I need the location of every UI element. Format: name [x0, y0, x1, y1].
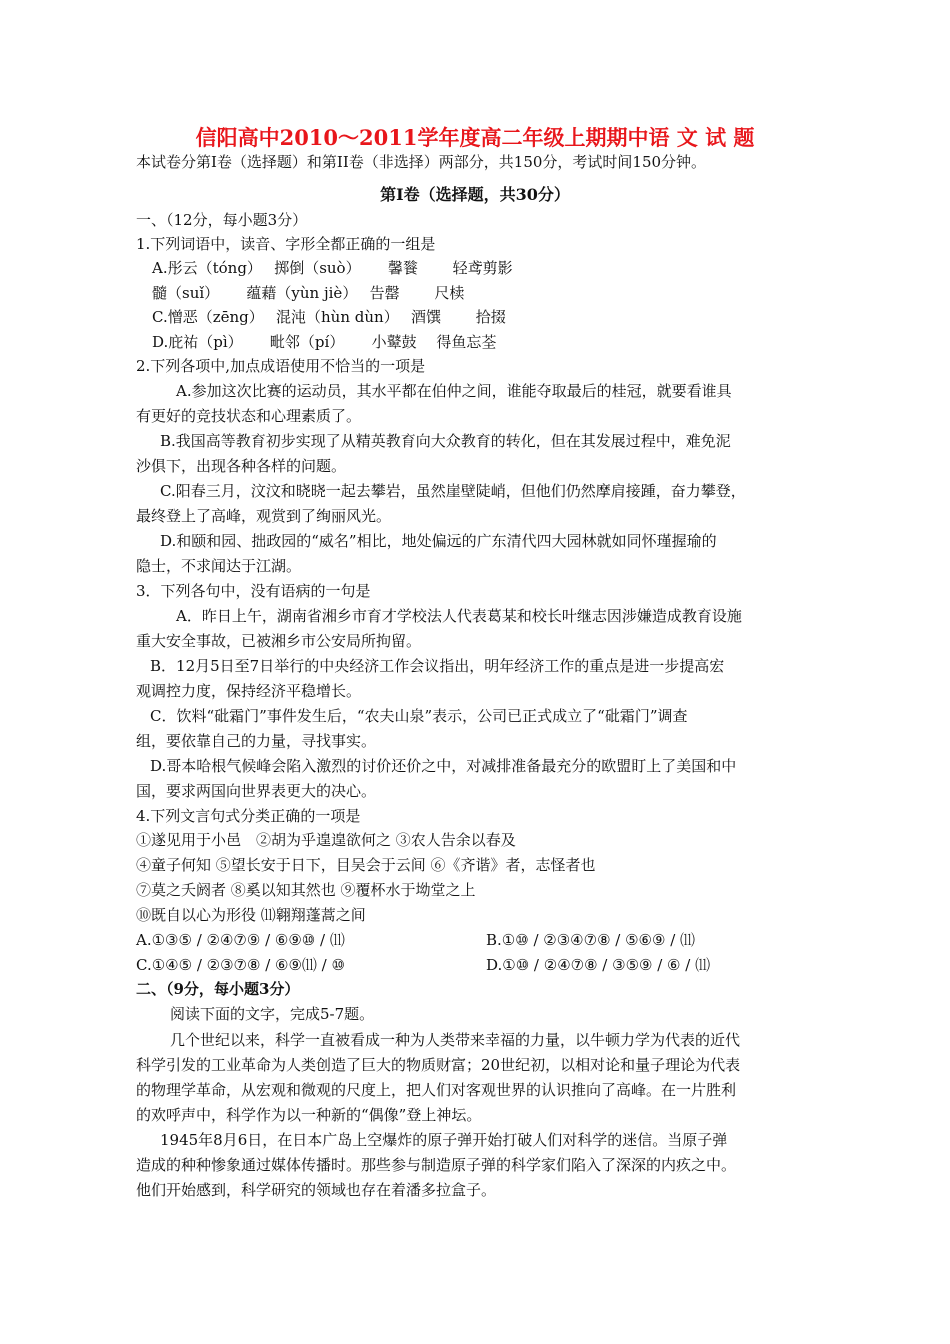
- part1-heading: 一、（12分，每小题3分）: [136, 211, 308, 229]
- q3-option-c-line2: 组，要依靠自己的力量，寻找事实。: [136, 732, 377, 750]
- q2-option-c-line1: C.阳春三月，汶汶和晓晓一起去攀岩，虽然崖壁陡峭，但他们仍然摩肩接踵，奋力攀登，: [160, 482, 746, 500]
- passage-p1-line4: 的欢呼声中，科学作为以一种新的“偶像”登上神坛。: [136, 1106, 482, 1124]
- q2-stem: 2.下列各项中,加点成语使用不恰当的一项是: [136, 357, 426, 375]
- exam-title: 信阳高中2010～2011学年度高二年级上期期中语 文 试 题: [195, 125, 755, 150]
- q4-option-a: A.①③⑤ / ②④⑦⑨ / ⑥⑨⑩ / ⑾: [136, 931, 345, 949]
- q1-option-c: C.憎恶（zēng） 混沌（hùn dùn） 酒馔 拾掇: [152, 308, 506, 326]
- q4-option-d: D.①⑩ / ②④⑦⑧ / ③⑤⑨ / ⑥ / ⑾: [486, 956, 711, 974]
- q4-option-c: C.①④⑤ / ②③⑦⑧ / ⑥⑨⑾ / ⑩: [136, 956, 345, 974]
- passage-p1-line2: 科学引发的工业革命为人类创造了巨大的物质财富；20世纪初，以相对论和量子理论为代表: [136, 1056, 741, 1074]
- q3-option-a-line2: 重大安全事故，已被湘乡市公安局所拘留。: [136, 632, 422, 650]
- q2-option-b-line2: 沙俱下，出现各种各样的问题。: [136, 457, 347, 475]
- q4-sentences-line1: ①遂见用于小邑 ②胡为乎遑遑欲何之 ③农人告余以春及: [136, 831, 516, 849]
- q4-option-b: B.①⑩ / ②③④⑦⑧ / ⑤⑥⑨ / ⑾: [486, 931, 696, 949]
- passage-p1-line1: 几个世纪以来，科学一直被看成一种为人类带来幸福的力量，以牛顿力学为代表的近代: [170, 1031, 741, 1049]
- q4-sentences-line4: ⑩既自以心为形役 ⑾翱翔蓬蒿之间: [136, 906, 366, 924]
- q2-option-b-line1: B.我国高等教育初步实现了从精英教育向大众教育的转化，但在其发展过程中，难免泥: [160, 432, 731, 450]
- q3-option-d-line2: 国，要求两国向世界表更大的决心。: [136, 782, 377, 800]
- passage-p1-line3: 的物理学革命，从宏观和微观的尺度上，把人们对客观世界的认识推向了高峰。在一片胜利: [136, 1081, 737, 1099]
- passage-p2-line2: 造成的种种惨象通过媒体传播时。那些参与制造原子弹的科学家们陷入了深深的内疚之中。: [136, 1156, 737, 1174]
- q1-option-a: A.彤云（tóng） 掷倒（suò） 馨餮 轻鸢剪影: [152, 259, 513, 277]
- q2-option-a-line2: 有更好的竞技状态和心理素质了。: [136, 407, 362, 425]
- q3-option-d-line1: D.哥本哈根气候峰会陷入激烈的讨价还价之中，对减排准备最充分的欧盟盯上了美国和中: [150, 757, 737, 775]
- passage-p2-line1: 1945年8月6日，在日本广岛上空爆炸的原子弹开始打破人们对科学的迷信。当原子弹: [160, 1131, 728, 1149]
- q2-option-d-line2: 隐士，不求闻达于江湖。: [136, 557, 302, 575]
- reading-intro: 阅读下面的文字，完成5-7题。: [170, 1005, 375, 1023]
- q4-stem: 4.下列文言句式分类正确的一项是: [136, 807, 361, 825]
- exam-intro: 本试卷分第I卷（选择题）和第II卷（非选择）两部分，共150分，考试时间150分钟。: [136, 153, 707, 171]
- q3-option-c-line1: C．饮料“砒霜门”事件发生后，“农夫山泉”表示，公司已正式成立了“砒霜门”调查: [150, 707, 688, 725]
- section1-title: 第I卷（选择题，共30分）: [380, 185, 570, 204]
- q4-sentences-line2: ④童子何知 ⑤望长安于日下，目吴会于云间 ⑥《齐谐》者，志怪者也: [136, 856, 596, 874]
- q3-option-b-line2: 观调控力度，保持经济平稳增长。: [136, 682, 362, 700]
- q4-sentences-line3: ⑦莫之夭阏者 ⑧奚以知其然也 ⑨覆杯水于坳堂之上: [136, 881, 476, 899]
- q1-stem: 1.下列词语中，读音、字形全都正确的一组是: [136, 235, 436, 253]
- q2-option-a-line1: A.参加这次比赛的运动员，其水平都在伯仲之间，谁能夺取最后的桂冠，就要看谁具: [176, 382, 732, 400]
- passage-p2-line3: 他们开始感到，科学研究的领域也存在着潘多拉盒子。: [136, 1181, 497, 1199]
- q3-option-b-line1: B．12月5日至7日举行的中央经济工作会议指出，明年经济工作的重点是进一步提高宏: [150, 657, 725, 675]
- q1-option-d: D.庇祐（pì） 毗邻（pí） 小鼙鼓 得鱼忘荃: [152, 333, 497, 351]
- q2-option-c-line2: 最终登上了高峰，观赏到了绚丽风光。: [136, 507, 392, 525]
- part2-heading: 二、（9分，每小题3分）: [136, 980, 300, 998]
- q1-option-b: 髓（suǐ） 蕴藉（yùn jiè） 告罄 尺椟: [152, 284, 465, 302]
- q2-option-d-line1: D.和颐和园、拙政园的“威名”相比，地处偏远的广东清代四大园林就如同怀瑾握瑜的: [160, 532, 717, 550]
- q3-option-a-line1: A．昨日上午，湖南省湘乡市育才学校法人代表葛某和校长叶继志因涉嫌造成教育设施: [176, 607, 742, 625]
- q3-stem: 3．下列各句中，没有语病的一句是: [136, 582, 371, 600]
